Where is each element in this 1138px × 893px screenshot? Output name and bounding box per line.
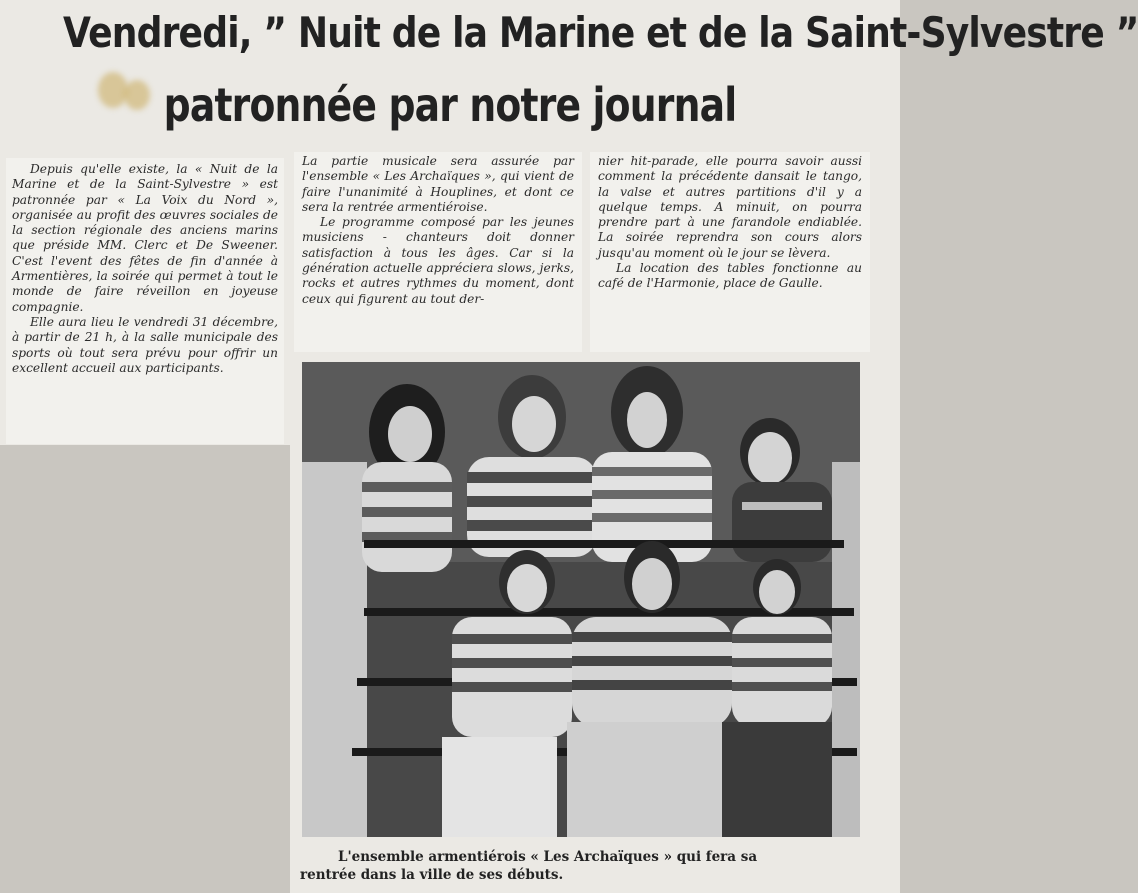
article-column-2 [294,152,582,352]
article-paragraph: Elle aura lieu le vendredi 31 décembre, à partir de 21 h, à la salle municipale des sports où tout sera prévu pour offrir un excellent accueil aux participants. [12,314,278,375]
headline-line-2: patronnée par notre journal [163,78,737,132]
article-paragraph: La location des tables fonctionne au café de l'Harmonie, place de Gaulle. [598,261,862,291]
article-column-1 [6,158,284,444]
band-photo-image [302,362,860,837]
article-paragraph: Le programme composé par les jeunes musiciens - chanteurs doit donner satisfaction à tous les âges. Car si la génération actuelle appréciera slows, jerks, rocks et autres rythmes du moment, dont ceux qui figurent au tout der- [302,215,574,306]
background-area [0,445,290,893]
article-paragraph: La partie musicale sera assurée par l'ensemble « Les Archaïques », qui vient de faire l'unanimité à Houplines, et dont ce sera la rentrée armentiéroise. [302,154,574,214]
caption-line-2: rentrée dans la ville de ses débuts. [300,867,564,883]
band-photo [302,362,860,837]
photo-caption [300,848,880,884]
headline-line-1: Vendredi, ” Nuit de la Marine et de la Saint-Sylvestre ” [63,8,1138,57]
caption-line-1: L'ensemble armentiérois « Les Archaïques » qui fera sa [338,849,758,865]
article-column-3 [590,152,870,352]
article-paragraph: Depuis qu'elle existe, la « Nuit de la Marine et de la Saint-Sylvestre » est patronnée par « La Voix du Nord », organisée au profit des œuvres sociales de la section régionale des anciens marins que préside MM. Clerc et De Sweener. C'est l'event des fêtes de fin d'année à Armentières, la soirée qui permet à tout le monde de faire réveillon en joyeuse compagnie. [12,162,278,314]
article-paragraph: nier hit-parade, elle pourra savoir aussi comment la précédente dansait le tango, la valse et autres partitions d'il y a quelque temps. A minuit, on pourra prendre part à une farandole endiablée. La soirée reprendra son cours alors jusqu'au moment où le jour se lèvera. [598,154,862,260]
